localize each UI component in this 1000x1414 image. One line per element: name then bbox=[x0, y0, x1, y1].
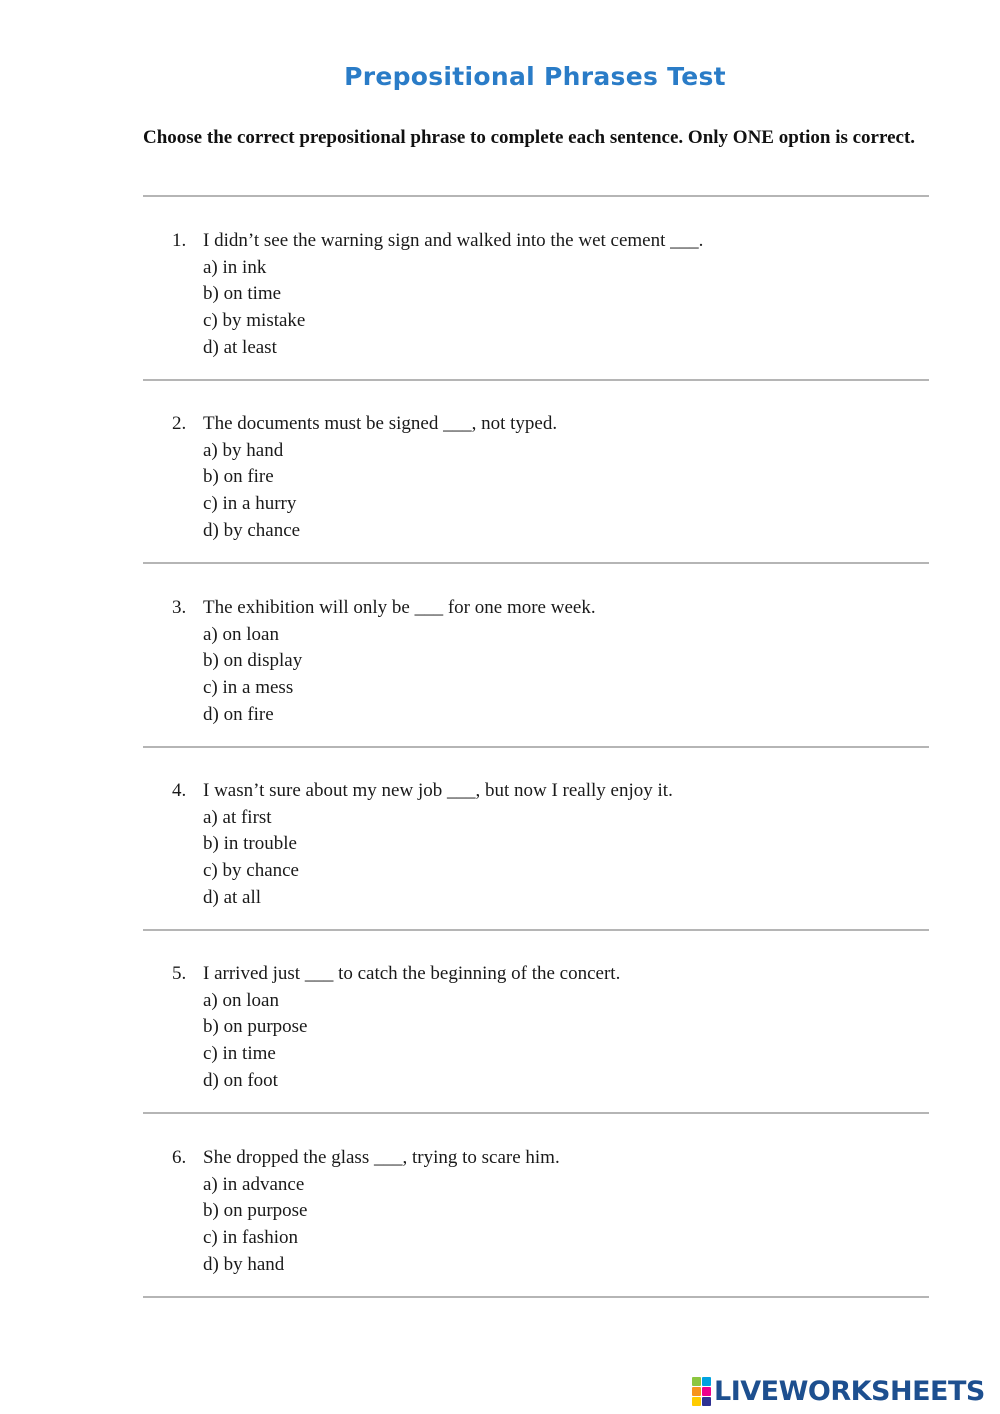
question-number: 5. bbox=[172, 963, 187, 984]
option-b[interactable]: b) on purpose bbox=[203, 1016, 308, 1038]
worksheet-title: Prepositional Phrases Test bbox=[344, 62, 726, 91]
option-c[interactable]: c) by chance bbox=[203, 860, 299, 882]
options-list bbox=[203, 1172, 912, 1279]
option-a[interactable]: a) at first bbox=[203, 806, 272, 828]
option-a[interactable]: a) on loan bbox=[203, 989, 279, 1011]
option-a[interactable]: a) in advance bbox=[203, 1173, 305, 1195]
divider bbox=[143, 1296, 929, 1298]
divider bbox=[143, 195, 929, 197]
logo-tile bbox=[702, 1387, 711, 1396]
options-list bbox=[203, 622, 912, 729]
options-list bbox=[203, 255, 912, 362]
option-b[interactable]: b) on purpose bbox=[203, 1200, 308, 1222]
question-number: 3. bbox=[172, 597, 187, 618]
option-d[interactable]: d) at all bbox=[203, 886, 262, 908]
question-text: She dropped the glass ___, trying to scare him. bbox=[203, 1147, 560, 1168]
question-1 bbox=[172, 228, 912, 362]
divider bbox=[143, 929, 929, 931]
option-c[interactable]: c) in fashion bbox=[203, 1227, 298, 1249]
logo-tile bbox=[692, 1377, 701, 1386]
options-list bbox=[203, 438, 912, 545]
option-a[interactable]: a) by hand bbox=[203, 439, 284, 461]
question-text: I wasn’t sure about my new job ___, but now I really enjoy it. bbox=[203, 780, 673, 801]
question-6 bbox=[172, 1145, 912, 1279]
option-c[interactable]: c) by mistake bbox=[203, 310, 306, 332]
logo-grid-icon bbox=[692, 1377, 711, 1406]
question-5 bbox=[172, 961, 912, 1095]
option-b[interactable]: b) on display bbox=[203, 650, 303, 672]
option-d[interactable]: d) on foot bbox=[203, 1069, 278, 1091]
options-list bbox=[203, 988, 912, 1095]
option-c[interactable]: c) in time bbox=[203, 1043, 276, 1065]
divider bbox=[143, 562, 929, 564]
option-c[interactable]: c) in a hurry bbox=[203, 493, 297, 515]
question-3 bbox=[172, 595, 912, 729]
logo-tile bbox=[692, 1397, 701, 1406]
option-b[interactable]: b) on fire bbox=[203, 466, 274, 488]
logo-tile bbox=[702, 1397, 711, 1406]
logo-tile bbox=[692, 1387, 701, 1396]
divider bbox=[143, 746, 929, 748]
option-d[interactable]: d) by hand bbox=[203, 1253, 285, 1275]
option-a[interactable]: a) in ink bbox=[203, 256, 267, 278]
divider bbox=[143, 1112, 929, 1114]
options-list bbox=[203, 805, 912, 912]
question-4 bbox=[172, 778, 912, 912]
option-b[interactable]: b) in trouble bbox=[203, 833, 297, 855]
question-text: The exhibition will only be ___ for one more week. bbox=[203, 597, 596, 618]
option-d[interactable]: d) at least bbox=[203, 336, 277, 358]
option-a[interactable]: a) on loan bbox=[203, 623, 279, 645]
divider bbox=[143, 379, 929, 381]
question-number: 4. bbox=[172, 780, 187, 801]
option-b[interactable]: b) on time bbox=[203, 283, 282, 305]
question-number: 6. bbox=[172, 1147, 187, 1168]
question-number: 1. bbox=[172, 230, 187, 251]
question-text: I arrived just ___ to catch the beginning of the concert. bbox=[203, 963, 621, 984]
question-text: The documents must be signed ___, not typed. bbox=[203, 413, 558, 434]
question-text: I didn’t see the warning sign and walked into the wet cement ___. bbox=[203, 230, 704, 251]
brand-text: LIVEWORKSHEETS bbox=[714, 1375, 985, 1407]
logo-tile bbox=[702, 1377, 711, 1386]
option-d[interactable]: d) by chance bbox=[203, 519, 301, 541]
question-number: 2. bbox=[172, 413, 187, 434]
option-d[interactable]: d) on fire bbox=[203, 703, 274, 725]
liveworksheets-logo bbox=[692, 1376, 985, 1406]
option-c[interactable]: c) in a mess bbox=[203, 677, 294, 699]
instructions-text: Choose the correct prepositional phrase to complete each sentence. Only ONE option is correct. bbox=[143, 127, 916, 148]
question-2 bbox=[172, 411, 912, 545]
